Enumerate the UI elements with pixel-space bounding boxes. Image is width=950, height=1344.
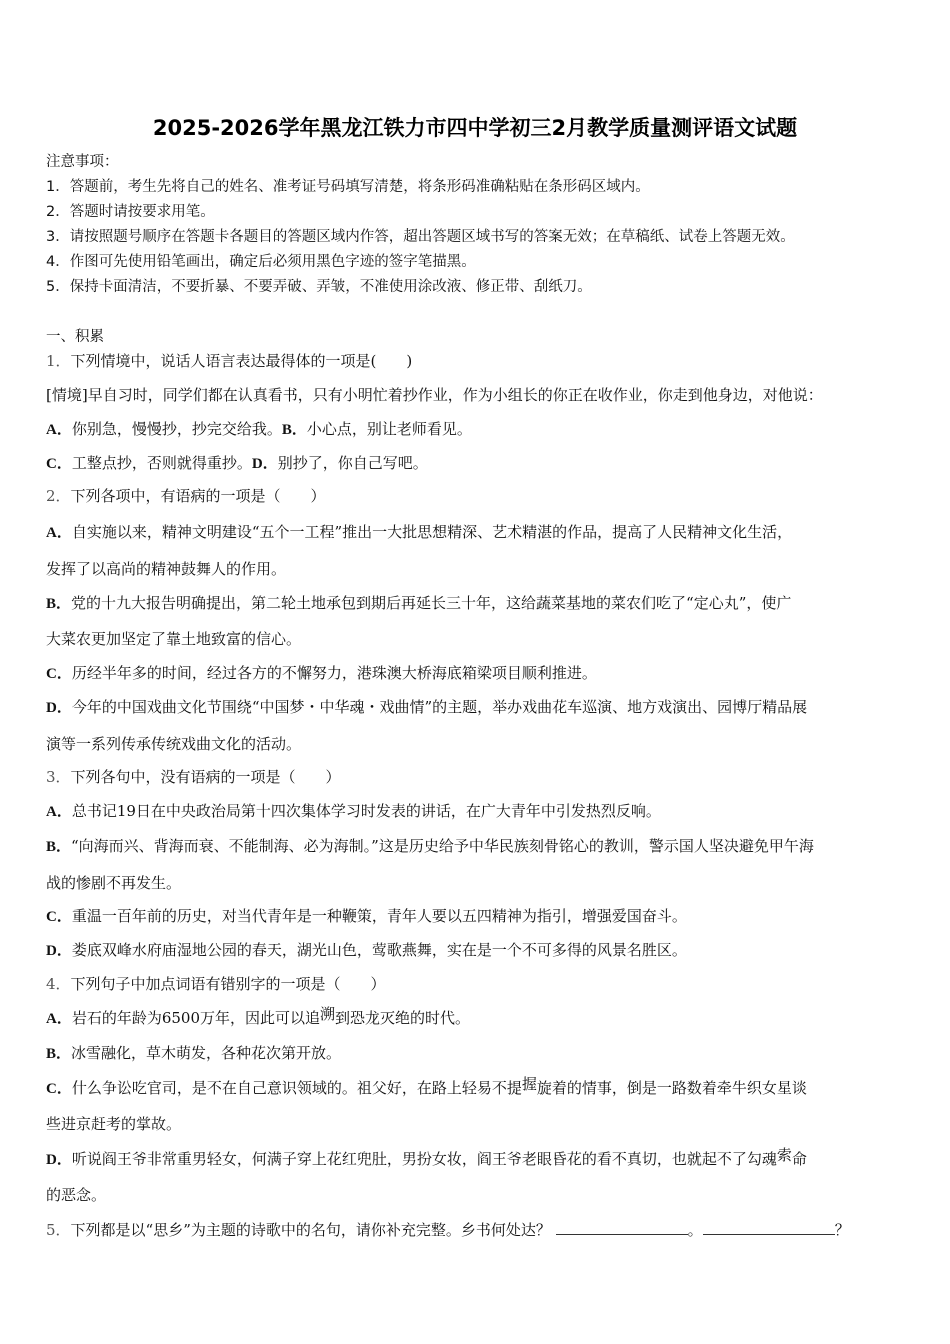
question-4-option-d-cont: 的恶念。: [46, 1186, 107, 1204]
question-3-option-d: D．娄底双峰水府庙湿地公园的春天，湖光山色，莺歌燕舞，实在是一个不可多得的风景名胜区。: [46, 941, 687, 959]
question-3-stem: 3．下列各句中，没有语病的一项是（ ）: [46, 768, 341, 786]
question-1-options-cd: C．工整点抄，否则就得重抄。D．别抄了，你自己写吧。: [46, 454, 428, 472]
notice-item: 3．请按照题号顺序在答题卡各题目的答题区域内作答，超出答题区域书写的答案无效；在草稿纸、试卷上答题无效。: [46, 229, 795, 245]
question-2-option-d: D．今年的中国戏曲文化节围绕“中国梦・中华魂・戏曲情”的主题，举办戏曲花车巡演、地方戏演出、园博厅精品展: [46, 698, 808, 716]
question-5-stem: 5．下列都是以“思乡”为主题的诗歌中的名句，请你补充完整。乡书何处达？ 。 ？: [46, 1221, 850, 1239]
question-number: 2．: [46, 487, 71, 505]
question-4-option-b: B．冰雪融化，草木萌发，各种花次第开放。: [46, 1044, 342, 1062]
question-2-option-b: B．党的十九大报告明确提出，第二轮土地承包到期后再延长三十年，这给蔬菜基地的菜农们吃了“定心丸”，使广: [46, 594, 792, 612]
dotted-word: 握: [521, 1075, 537, 1093]
notice-item: 4．作图可先使用铅笔画出，确定后必须用黑色字迹的签字笔描黑。: [46, 254, 476, 270]
question-4-option-a: A．岩石的年龄为6500万年，因此可以追溯到恐龙灭绝的时代。: [46, 1005, 471, 1027]
question-1-stem: 1．下列情境中，说话人语言表达最得体的一项是( ): [46, 352, 413, 370]
question-number: 1．: [46, 352, 71, 370]
section-heading: 一、积累: [46, 329, 104, 345]
dotted-word: 溯: [320, 1005, 336, 1023]
question-3-option-b-cont: 战的惨剧不再发生。: [46, 874, 182, 892]
question-2-option-b-cont: 大菜农更加坚定了靠土地致富的信心。: [46, 630, 302, 648]
question-4-option-c-cont: 些进京赶考的掌故。: [46, 1115, 182, 1133]
question-3-option-b: B．“向海而兴、背海而衰、不能制海、必为海制。”这是历史给予中华民族刻骨铭心的教训，警示国人坚决避免甲午海: [46, 837, 814, 855]
dotted-word: 索: [776, 1146, 792, 1164]
option-label: B．: [281, 422, 307, 438]
question-1-options-ab: A．你别急，慢慢抄，抄完交给我。B．小心点，别让老师看见。: [46, 420, 472, 438]
notice-item: 5．保持卡面清洁，不要折暴、不要弄破、弄皱，不准使用涂改液、修正带、刮纸刀。: [46, 279, 592, 295]
answer-blank-1[interactable]: [556, 1220, 688, 1235]
question-2-option-a: A．自实施以来，精神文明建设“五个一工程”推出一大批思想精深、艺术精湛的作品，提高了人民精神文化生活，: [46, 523, 793, 541]
question-4-stem: 4．下列句子中加点词语有错别字的一项是（ ）: [46, 975, 386, 993]
question-1-context: [情境]早自习时，同学们都在认真看书，只有小明忙着抄作业，作为小组长的你正在收作业，你走到他身边，对他说：: [46, 386, 823, 404]
question-number: 5．: [46, 1221, 71, 1239]
question-4-option-d: D．听说阎王爷非常重男轻女，何满子穿上花红兜肚，男扮女妆，阎王爷老眼昏花的看不真切，也就起不了勾魂索命: [46, 1146, 807, 1168]
notice-heading: 注意事项：: [46, 154, 119, 170]
option-label: C．: [46, 456, 72, 472]
answer-blank-2[interactable]: [703, 1220, 835, 1235]
question-2-option-c: C．历经半年多的时间，经过各方的不懈努力，港珠澳大桥海底箱梁项目顺利推进。: [46, 664, 597, 682]
question-2-option-a-cont: 发挥了以高尚的精神鼓舞人的作用。: [46, 560, 287, 578]
notice-item: 2．答题时请按要求用笔。: [46, 204, 215, 220]
notice-item: 1．答题前，考生先将自己的姓名、准考证号码填写清楚，将条形码准确粘贴在条形码区域内。: [46, 179, 650, 195]
question-2-option-d-cont: 演等一系列传承传统戏曲文化的活动。: [46, 735, 302, 753]
question-number: 4．: [46, 975, 71, 993]
question-2-stem: 2．下列各项中，有语病的一项是（ ）: [46, 487, 326, 505]
option-label: A．: [46, 422, 72, 438]
question-4-option-c: C．什么争讼吃官司，是不在自己意识领域的。祖父好，在路上轻易不提握旋着的情事，倒是一路数着牵牛织女星谈: [46, 1075, 807, 1097]
page-title: 2025-2026学年黑龙江铁力市四中学初三2月教学质量测评语文试题: [152, 116, 798, 140]
option-label: D．: [251, 456, 278, 472]
question-3-option-a: A．总书记19日在中央政治局第十四次集体学习时发表的讲话，在广大青年中引发热烈反响。: [46, 802, 661, 820]
question-number: 3．: [46, 768, 71, 786]
question-3-option-c: C．重温一百年前的历史，对当代青年是一种鞭策，青年人要以五四精神为指引，增强爱国奋斗。: [46, 907, 687, 925]
